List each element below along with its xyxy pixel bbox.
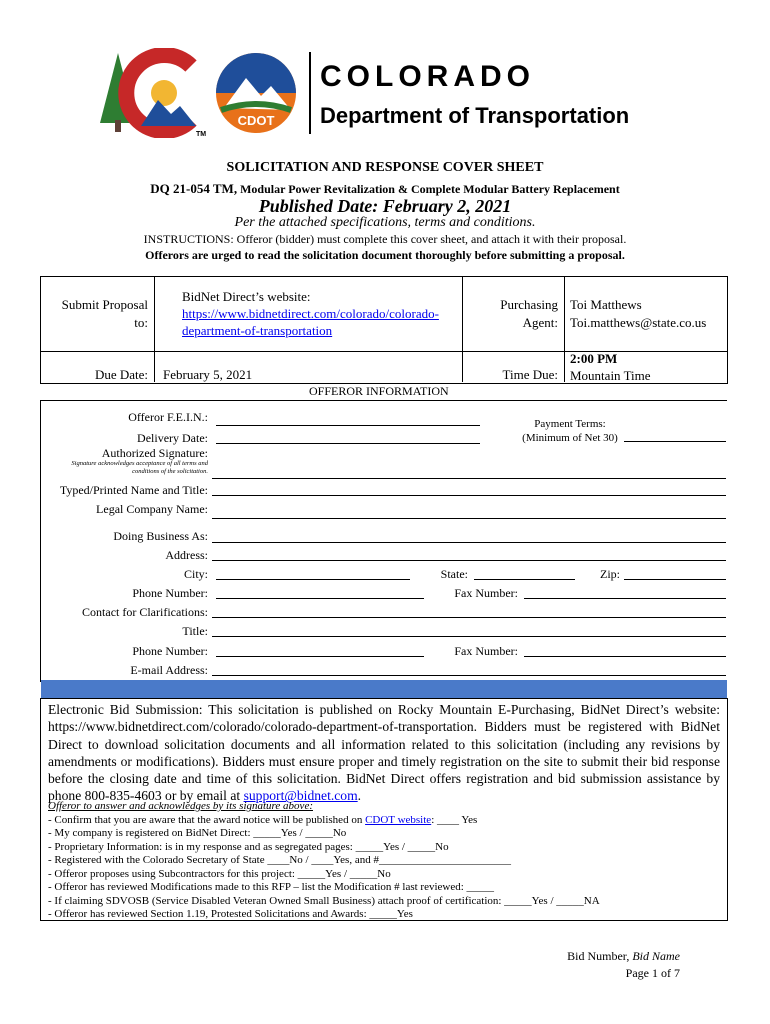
- email-label: E-mail Address:: [130, 663, 208, 677]
- offeror-section-title: OFFEROR INFORMATION: [309, 384, 449, 398]
- signature-field[interactable]: [212, 478, 726, 479]
- support-email-link[interactable]: support@bidnet.com: [243, 788, 358, 804]
- dba-field[interactable]: [212, 542, 726, 543]
- fax2-field[interactable]: [524, 656, 726, 657]
- ack-item: - Offeror has reviewed Modifications made to this RFP – list the Modification # last reviewed: _____: [48, 881, 495, 893]
- agent-name: Toi Matthews: [570, 297, 642, 312]
- due-date-label: Due Date:: [94, 367, 148, 382]
- bid-number: Bid Number, Bid Name: [567, 949, 680, 963]
- brand-divider: [309, 52, 311, 134]
- agent-email: Toi.matthews@state.co.us: [570, 315, 707, 330]
- contact-label: Contact for Clarifications:: [82, 605, 208, 619]
- ack-item: - Offeror proposes using Subcontractors for this project: _____Yes / _____No: [48, 867, 391, 880]
- section-divider-bar: [41, 680, 727, 698]
- ebid-paragraph: Electronic Bid Submission: This solicitation is published on Rocky Mountain E-Purchasing, BidNet Direct’s website: https://www.bidnetdirect.com/colorado/colorado-department-of-transportation. Bidders must be registered with BidNet Direct to download solicitation documents and all information related to this solicitation (including any revisions by amendments or modifications). Bidders must ensure proper and timely registration on the site to submit their bid response before the closing date and time of this solicitation. BidNet Direct offers registration and bid submission assistance by phone 800-835-4603 or by email at support@bidnet.com.: [48, 702, 720, 804]
- delivery-field[interactable]: [216, 443, 480, 444]
- department-name: Department of Transportation: [320, 103, 630, 128]
- fax-field[interactable]: [524, 598, 726, 599]
- city-field[interactable]: [216, 579, 410, 580]
- email-field[interactable]: [212, 675, 726, 676]
- instructions: INSTRUCTIONS: Offeror (bidder) must complete this cover sheet, and attach it with their proposal.: [143, 232, 627, 246]
- urged-note: Offerors are urged to read the solicitation document thoroughly before submitting a proposal.: [145, 248, 625, 262]
- ack-item: - Registered with the Colorado Secretary of State ____No / ____Yes, and #________________________: [48, 854, 511, 866]
- dq-description: Modular Power Revitalization & Complete Modular Battery Replacement: [240, 182, 620, 196]
- legal-name-field[interactable]: [212, 518, 726, 519]
- fax2-label: Fax Number:: [454, 644, 518, 658]
- trademark-text: TM: [196, 131, 207, 138]
- signature-note: Signature acknowledges acceptance of all terms and conditions of the solicitation.: [71, 460, 208, 475]
- ack-item: - Offeror has reviewed Section 1.19, Protested Solicitations and Awards: _____Yes: [48, 908, 413, 920]
- ack-heading: Offeror to answer and acknowledges by its signature above:: [48, 800, 313, 812]
- payment-terms-field[interactable]: [624, 441, 726, 442]
- time-due-value: 2:00 PM Mountain Time: [570, 351, 651, 383]
- address-label: Address:: [165, 548, 208, 562]
- bidnet-site-label: BidNet Direct’s website:: [182, 289, 311, 304]
- ack-item: - If claiming SDVOSB (Service Disabled Veteran Owned Small Business) attach proof of certification: _____Yes / _____NA: [48, 894, 600, 907]
- cdot-logo-text: CDOT: [237, 113, 275, 128]
- ack-item: - My company is registered on BidNet Direct: _____Yes / _____No: [48, 827, 347, 839]
- fein-field[interactable]: [216, 425, 480, 426]
- ack-item: - Confirm that you are aware that the award notice will be published on CDOT website: ____ Yes: [48, 813, 478, 826]
- ack-list: [48, 800, 720, 922]
- page-title: SOLICITATION AND RESPONSE COVER SHEET: [226, 160, 544, 175]
- cdot-logo: [96, 48, 326, 138]
- ack-item: - Proprietary Information: is in my response and as segregated pages: _____Yes / _____No: [48, 840, 449, 853]
- signature-label: Authorized Signature:: [101, 446, 208, 460]
- submit-site: [182, 288, 439, 339]
- time-due-label: Time Due:: [502, 367, 558, 382]
- address-field[interactable]: [212, 560, 726, 561]
- title-label: Title:: [182, 624, 208, 638]
- state-field[interactable]: [474, 579, 575, 580]
- colorado-c-logo-icon: [96, 48, 326, 138]
- phone-field[interactable]: [216, 598, 424, 599]
- contact-field[interactable]: [212, 617, 726, 618]
- submit-label: Submit Proposal to:: [61, 297, 148, 330]
- legal-name-label: Legal Company Name:: [96, 502, 208, 516]
- dq-number: DQ 21-054 TM,: [150, 181, 238, 196]
- zip-label: Zip:: [600, 567, 620, 581]
- typed-name-field[interactable]: [212, 495, 726, 496]
- per-specifications: Per the attached specifications, terms and conditions.: [234, 215, 536, 230]
- org-name: COLORADO: [320, 60, 535, 93]
- fein-label: Offeror F.E.I.N.:: [128, 410, 208, 424]
- state-label: State:: [440, 567, 468, 581]
- delivery-label: Delivery Date:: [137, 431, 208, 445]
- dba-label: Doing Business As:: [113, 529, 208, 543]
- footer: [480, 948, 680, 982]
- cdot-website-link[interactable]: CDOT website: [365, 813, 432, 826]
- agent-label: Purchasing Agent:: [500, 297, 558, 330]
- payment-terms-label: Payment Terms: (Minimum of Net 30): [522, 418, 618, 444]
- dq-line: [0, 181, 770, 197]
- agent-info: [570, 296, 706, 332]
- page-number: Page 1 of 7: [625, 966, 680, 980]
- phone2-label: Phone Number:: [132, 644, 208, 658]
- due-date-value: February 5, 2021: [163, 367, 253, 382]
- city-label: City:: [183, 567, 208, 581]
- published-date: Published Date: February 2, 2021: [258, 196, 512, 216]
- typed-name-label: Typed/Printed Name and Title:: [59, 483, 208, 497]
- fax-label: Fax Number:: [454, 586, 518, 600]
- phone2-field[interactable]: [216, 656, 424, 657]
- zip-field[interactable]: [624, 579, 726, 580]
- bidnet-link[interactable]: https://www.bidnetdirect.com/colorado/colorado- department-of-transportation: [182, 306, 439, 338]
- phone-label: Phone Number:: [132, 586, 208, 600]
- title-field[interactable]: [212, 636, 726, 637]
